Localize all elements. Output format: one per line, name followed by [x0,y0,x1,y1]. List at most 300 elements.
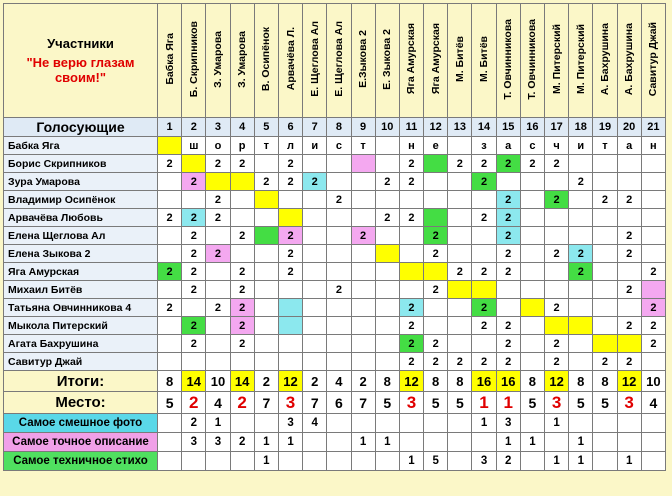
participant-name: Т. Овчинникова [502,18,515,100]
participant-header [351,4,375,118]
category-score [303,452,327,471]
column-number: 20 [617,118,641,137]
vote-cell [593,155,617,173]
participant-name: А. Бахрушина [623,22,636,96]
category-score [254,414,278,433]
vote-cell [303,263,327,281]
vote-cell [327,299,351,317]
column-number: 8 [327,118,351,137]
total-cell: 8 [448,371,472,392]
category-score: 2 [496,452,520,471]
participant-name: Б. Скрипников [187,20,200,98]
table-title-cell [4,4,158,118]
participant-header [593,4,617,118]
vote-cell [230,245,254,263]
category-score [375,452,399,471]
vote-cell: 2 [545,335,569,353]
category-score [617,433,641,452]
category-score [569,414,593,433]
vote-cell [424,317,448,335]
vote-cell: т [351,137,375,155]
column-number: 16 [520,118,544,137]
category-score [206,452,230,471]
category-score [303,433,327,452]
vote-cell: а [617,137,641,155]
vote-cell [593,281,617,299]
vote-cell: 2 [641,335,665,353]
category-score: 1 [206,414,230,433]
vote-cell: 2 [448,353,472,371]
vote-cell: 2 [424,353,448,371]
vote-cell [303,299,327,317]
place-cell: 5 [424,392,448,414]
vote-cell [448,209,472,227]
vote-cell [641,209,665,227]
vote-cell: 2 [569,173,593,191]
column-number: 2 [182,118,206,137]
vote-cell: 2 [472,155,496,173]
category-label: Самое точное описание [4,433,158,452]
vote-cell [303,209,327,227]
vote-cell: 2 [448,155,472,173]
category-score: 1 [569,452,593,471]
vote-cell: 2 [399,353,423,371]
vote-cell: р [230,137,254,155]
vote-cell [593,263,617,281]
vote-cell [424,263,448,281]
vote-cell: 2 [496,209,520,227]
voter-name: Елена Щеглова Ал [4,227,158,245]
category-score: 3 [206,433,230,452]
vote-cell: 2 [375,173,399,191]
vote-cell [206,281,230,299]
vote-cell: 2 [230,227,254,245]
category-score [448,433,472,452]
column-number: 17 [545,118,569,137]
participant-name: А. Бахрушина [598,22,611,96]
category-score: 1 [375,433,399,452]
category-score: 2 [182,414,206,433]
category-score: 1 [545,414,569,433]
voter-name: Агата Бахрушина [4,335,158,353]
vote-cell [327,353,351,371]
place-cell: 4 [641,392,665,414]
vote-cell: 2 [424,335,448,353]
voter-row [4,281,666,299]
vote-cell [158,137,182,155]
vote-cell [158,191,182,209]
participant-name: В. Осипёнок [260,26,273,92]
vote-cell [158,173,182,191]
vote-cell [617,263,641,281]
vote-cell: 2 [399,155,423,173]
vote-cell [641,227,665,245]
vote-cell: 2 [472,263,496,281]
vote-cell [254,353,278,371]
voter-row [4,209,666,227]
vote-cell [158,245,182,263]
vote-cell [351,209,375,227]
participant-name: М. Питерский [550,24,563,94]
participant-name: М. Питерский [574,24,587,94]
place-cell: 4 [206,392,230,414]
vote-cell: 2 [399,173,423,191]
column-number: 12 [424,118,448,137]
vote-cell [303,353,327,371]
total-cell: 12 [278,371,302,392]
vote-cell: 2 [545,245,569,263]
total-cell: 10 [206,371,230,392]
participant-name: Е. Щеглова Ал [308,21,321,97]
vote-cell [448,335,472,353]
participant-header [158,4,182,118]
vote-cell [278,191,302,209]
vote-cell: 2 [254,173,278,191]
vote-cell: 2 [545,155,569,173]
vote-cell [351,263,375,281]
vote-cell: 2 [472,353,496,371]
vote-cell [206,317,230,335]
vote-cell: 2 [327,191,351,209]
participant-header [641,4,665,118]
table-title: Участники [47,36,114,51]
voter-name: Зура Умарова [4,173,158,191]
vote-cell: 2 [206,299,230,317]
vote-cell [569,227,593,245]
place-cell: 3 [278,392,302,414]
voter-row [4,353,666,371]
vote-cell [569,191,593,209]
vote-cell: н [641,137,665,155]
vote-cell [520,353,544,371]
vote-cell [303,191,327,209]
voter-row [4,155,666,173]
vote-cell [375,281,399,299]
category-score: 4 [303,414,327,433]
participant-header [496,4,520,118]
vote-cell: 2 [182,335,206,353]
vote-cell [303,227,327,245]
column-number: 4 [230,118,254,137]
vote-cell: 2 [496,353,520,371]
vote-cell: 2 [496,227,520,245]
category-score [641,433,665,452]
participant-name: М. Битёв [453,35,466,83]
vote-cell: 2 [424,227,448,245]
category-score [448,452,472,471]
vote-cell [158,281,182,299]
vote-cell: 2 [617,245,641,263]
vote-cell [593,245,617,263]
participant-header [448,4,472,118]
vote-cell [375,245,399,263]
vote-cell [230,191,254,209]
vote-cell: 2 [545,353,569,371]
vote-cell [569,299,593,317]
participant-name: Е. Зыкова 2 [381,28,394,90]
category-score [158,452,182,471]
place-cell: 3 [545,392,569,414]
participant-header [424,4,448,118]
vote-cell: 2 [278,173,302,191]
vote-cell: 2 [424,281,448,299]
vote-cell: 2 [351,227,375,245]
vote-cell [375,137,399,155]
category-score [641,452,665,471]
vote-cell [375,263,399,281]
vote-cell [254,317,278,335]
participant-header [182,4,206,118]
category-score: 1 [617,452,641,471]
category-row [4,433,666,452]
vote-cell: 2 [399,209,423,227]
place-cell: 7 [351,392,375,414]
vote-cell [641,353,665,371]
vote-cell: 2 [641,299,665,317]
vote-cell: 2 [617,353,641,371]
category-score [399,433,423,452]
vote-cell: 2 [424,245,448,263]
total-cell: 2 [254,371,278,392]
participant-header [327,4,351,118]
vote-cell [399,227,423,245]
vote-cell: 2 [496,317,520,335]
column-number: 6 [278,118,302,137]
vote-cell [520,245,544,263]
column-number: 5 [254,118,278,137]
vote-cell: 2 [496,245,520,263]
total-cell: 12 [399,371,423,392]
category-score [448,414,472,433]
vote-cell: 2 [569,245,593,263]
vote-cell: 2 [496,335,520,353]
vote-cell: 2 [472,209,496,227]
column-number: 18 [569,118,593,137]
category-label: Самое смешное фото [4,414,158,433]
vote-cell: т [593,137,617,155]
vote-cell [327,263,351,281]
category-score [545,433,569,452]
vote-cell [641,155,665,173]
vote-cell [278,209,302,227]
vote-cell [593,317,617,335]
column-number: 21 [641,118,665,137]
vote-cell [375,227,399,245]
vote-cell [424,173,448,191]
vote-cell [641,281,665,299]
participant-name: Бабка Яга [163,33,176,85]
vote-cell [375,335,399,353]
total-cell: 8 [158,371,182,392]
category-score [230,452,254,471]
vote-cell [545,281,569,299]
vote-cell [520,209,544,227]
participant-name: Яга Амурская [429,23,442,95]
vote-cell: 2 [399,317,423,335]
vote-cell [545,263,569,281]
category-score: 1 [520,433,544,452]
total-cell: 4 [327,371,351,392]
column-number: 9 [351,118,375,137]
vote-cell [569,281,593,299]
vote-cell [399,263,423,281]
vote-cell: и [569,137,593,155]
voter-row [4,173,666,191]
participant-header [230,4,254,118]
place-cell: 2 [182,392,206,414]
category-score: 3 [182,433,206,452]
category-score [520,452,544,471]
category-score [351,414,375,433]
vote-cell [399,191,423,209]
vote-cell: 2 [569,263,593,281]
voter-name: Яга Амурская [4,263,158,281]
vote-cell [351,281,375,299]
vote-cell: 2 [182,263,206,281]
vote-cell [206,263,230,281]
vote-cell: 2 [472,299,496,317]
place-cell: 6 [327,392,351,414]
category-score [593,452,617,471]
place-cell: 2 [230,392,254,414]
voter-row [4,299,666,317]
vote-cell: 2 [158,263,182,281]
vote-cell [569,155,593,173]
vote-cell [472,335,496,353]
vote-cell: 2 [327,281,351,299]
vote-cell: 2 [545,191,569,209]
column-number: 15 [496,118,520,137]
voter-row [4,227,666,245]
vote-cell [448,227,472,245]
vote-cell [520,335,544,353]
vote-cell [448,137,472,155]
vote-cell [617,335,641,353]
vote-cell: 2 [158,299,182,317]
vote-cell [158,317,182,335]
column-number: 1 [158,118,182,137]
vote-cell: 2 [206,191,230,209]
category-score [351,452,375,471]
category-score [327,433,351,452]
total-cell: 16 [472,371,496,392]
vote-cell [254,299,278,317]
vote-cell: 2 [496,155,520,173]
vote-cell [327,245,351,263]
vote-cell: 2 [182,245,206,263]
vote-cell [545,209,569,227]
category-score [472,433,496,452]
place-label: Место: [4,392,158,414]
vote-cell [254,245,278,263]
vote-cell [158,353,182,371]
vote-cell: 2 [230,317,254,335]
category-score: 1 [545,452,569,471]
voter-row [4,335,666,353]
vote-cell: о [206,137,230,155]
vote-cell: 2 [278,245,302,263]
category-score: 1 [278,433,302,452]
vote-cell: 2 [496,191,520,209]
category-score: 1 [399,452,423,471]
vote-cell [545,227,569,245]
vote-cell [569,353,593,371]
vote-cell: 2 [520,155,544,173]
category-score [158,414,182,433]
vote-cell [617,155,641,173]
vote-cell [254,191,278,209]
vote-cell: 2 [278,263,302,281]
category-score [327,414,351,433]
category-label: Самое техничное стихо [4,452,158,471]
vote-cell [351,317,375,335]
vote-cell: 2 [593,353,617,371]
vote-cell [254,263,278,281]
category-score [520,414,544,433]
total-cell: 2 [303,371,327,392]
place-cell: 5 [375,392,399,414]
vote-cell: 2 [617,191,641,209]
vote-cell: 2 [182,227,206,245]
vote-cell [448,245,472,263]
table-subtitle: "Не верю глазам своим!" [26,55,135,85]
vote-cell [182,155,206,173]
voters-label: Голосующие [4,118,158,137]
vote-cell [641,245,665,263]
total-cell: 2 [351,371,375,392]
voter-row [4,245,666,263]
category-score [158,433,182,452]
voter-name: Михаил Битёв [4,281,158,299]
vote-cell: е [424,137,448,155]
vote-cell: 2 [158,209,182,227]
vote-cell: 2 [641,317,665,335]
category-score [617,414,641,433]
vote-cell [375,317,399,335]
vote-cell: 2 [230,155,254,173]
voter-row [4,263,666,281]
vote-cell [593,227,617,245]
voter-name: Елена Зыкова 2 [4,245,158,263]
vote-cell: 2 [278,227,302,245]
voter-row [4,317,666,335]
category-row [4,414,666,433]
vote-cell [230,173,254,191]
vote-cell: 2 [472,173,496,191]
participant-name: Яга Амурская [405,23,418,95]
vote-cell [351,353,375,371]
voter-name: Бабка Яга [4,137,158,155]
category-row [4,452,666,471]
column-number: 7 [303,118,327,137]
place-cell: 5 [593,392,617,414]
vote-cell [254,335,278,353]
category-score [399,414,423,433]
vote-cell: ш [182,137,206,155]
total-cell: 8 [375,371,399,392]
vote-cell: 2 [496,263,520,281]
vote-cell: ч [545,137,569,155]
total-cell: 16 [496,371,520,392]
vote-cell [472,245,496,263]
vote-cell [351,155,375,173]
vote-cell [448,299,472,317]
voter-row [4,191,666,209]
category-score [593,433,617,452]
vote-cell: а [496,137,520,155]
category-score: 2 [230,433,254,452]
participant-name: Савитур Джай [647,21,660,97]
